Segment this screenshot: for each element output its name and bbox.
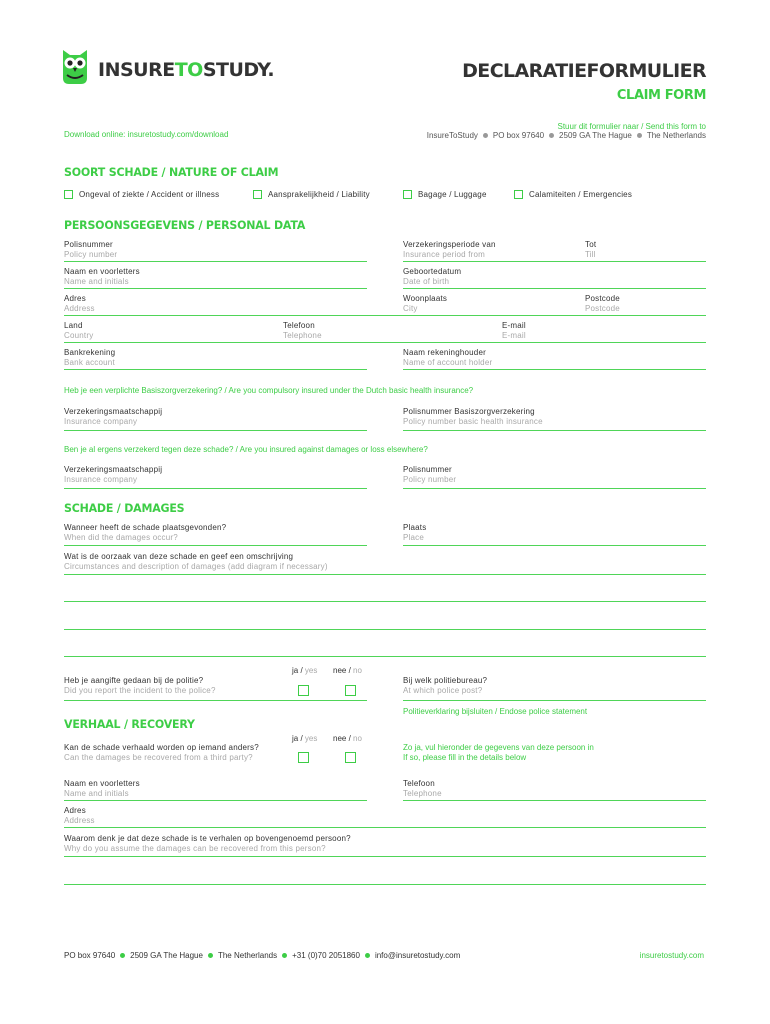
section-title-nature: SOORT SCHADE / NATURE OF CLAIM xyxy=(64,165,279,180)
field-damage-place[interactable] xyxy=(403,523,426,543)
yes-label xyxy=(292,666,317,675)
footer-phone: +31 (0)70 2051860 xyxy=(292,951,360,960)
label-nl: Bankrekening xyxy=(64,348,116,357)
label-nl: Adres xyxy=(64,294,86,303)
yes-nl: ja / xyxy=(292,666,303,675)
field-damage-date[interactable] xyxy=(64,523,226,543)
address-city: 2509 GA The Hague xyxy=(559,131,632,140)
field-underline xyxy=(64,601,706,602)
field-name[interactable] xyxy=(64,267,140,287)
label-nl: Wanneer heeft de schade plaatsgevonden? xyxy=(64,523,227,532)
yes-nl: ja / xyxy=(292,734,303,743)
label-nl: Verzekeringsperiode van xyxy=(403,240,496,249)
send-to-label: Stuur dit formulier naar / Send this form to xyxy=(557,122,706,131)
field-bank-account[interactable] xyxy=(64,348,115,368)
no-en: no xyxy=(353,666,362,675)
label-nl: Waarom denk je dat deze schade is te verhalen op bovengenoemd persoon? xyxy=(64,834,351,843)
checkbox-luggage[interactable] xyxy=(403,190,412,199)
question-insured-elsewhere: Ben je al ergens verzekerd tegen deze schade? / Are you insured against damages or loss elsewhere? xyxy=(64,445,428,454)
label-nl: Bij welk politiebureau? xyxy=(403,676,488,685)
bullet-icon xyxy=(483,133,488,138)
section-title-recovery: VERHAAL / RECOVERY xyxy=(64,717,195,732)
field-underline xyxy=(64,800,367,801)
label-nl: Telefoon xyxy=(403,779,435,788)
field-till[interactable] xyxy=(585,240,596,260)
field-underline xyxy=(403,700,706,701)
footer-site-link[interactable]: insuretostudy.com xyxy=(639,951,704,960)
bullet-icon xyxy=(637,133,642,138)
footer-email[interactable]: info@insuretostudy.com xyxy=(374,951,461,960)
brand-logo xyxy=(98,59,274,81)
no-nl: nee / xyxy=(333,734,351,743)
field-underline xyxy=(64,656,706,657)
field-telephone[interactable] xyxy=(283,321,322,341)
label-en: Name and initials xyxy=(64,789,129,798)
brand-study: STUDY xyxy=(202,59,268,81)
option-accident-label: Ongeval of ziekte / Accident or illness xyxy=(79,190,220,199)
brand-to: TO xyxy=(174,59,203,81)
checkbox-recovery-no[interactable] xyxy=(345,752,356,763)
address-country: The Netherlands xyxy=(646,131,706,140)
field-police-report xyxy=(64,676,216,696)
field-underline xyxy=(64,488,367,489)
field-underline xyxy=(403,488,706,489)
checkbox-liability[interactable] xyxy=(253,190,262,199)
yes-label xyxy=(292,734,317,743)
label-nl: Geboortedatum xyxy=(403,267,462,276)
label-nl: Naam en voorletters xyxy=(64,267,140,276)
label-nl: E-mail xyxy=(502,321,526,330)
label-nl: Telefoon xyxy=(283,321,315,330)
owl-icon xyxy=(62,48,88,86)
label-nl: Kan de schade verhaald worden op iemand anders? xyxy=(64,743,259,752)
label-nl: Verzekeringsmaatschappij xyxy=(64,465,163,474)
checkbox-emergencies[interactable] xyxy=(514,190,523,199)
label-nl: Tot xyxy=(585,240,597,249)
address-box: PO box 97640 xyxy=(492,131,545,140)
label-nl: Plaats xyxy=(403,523,427,532)
label-nl: Polisnummer Basiszorgverzekering xyxy=(403,407,535,416)
field-underline xyxy=(64,884,706,885)
checkbox-police-no[interactable] xyxy=(345,685,356,696)
field-postcode[interactable] xyxy=(585,294,620,314)
label-nl: Naam en voorletters xyxy=(64,779,140,788)
label-en: Insurance period from xyxy=(403,250,486,259)
no-nl: nee / xyxy=(333,666,351,675)
field-underline xyxy=(64,342,706,343)
bullet-icon xyxy=(120,953,125,958)
section-title-damages: SCHADE / DAMAGES xyxy=(64,501,185,516)
label-en: Bank account xyxy=(64,358,115,367)
field-underline xyxy=(403,261,706,262)
no-en: no xyxy=(353,734,362,743)
header-address xyxy=(427,131,706,140)
no-label xyxy=(333,734,362,743)
label-en: Insurance company xyxy=(64,475,138,484)
field-underline xyxy=(64,629,706,630)
field-underline xyxy=(403,288,706,289)
checkbox-police-yes[interactable] xyxy=(298,685,309,696)
label-en: Address xyxy=(64,304,95,313)
field-account-holder[interactable] xyxy=(403,348,492,368)
field-address[interactable] xyxy=(64,294,95,314)
field-underline xyxy=(64,261,367,262)
field-third-party xyxy=(64,743,259,763)
label-en: Policy number xyxy=(64,250,118,259)
footer-box: PO box 97640 xyxy=(64,951,116,960)
field-insurance-company-2[interactable] xyxy=(64,465,162,485)
download-link[interactable]: Download online: insuretostudy.com/download xyxy=(64,130,229,139)
label-en: Till xyxy=(585,250,596,259)
label-nl: Polisnummer xyxy=(64,240,113,249)
label-en: Can the damages be recovered from a third party? xyxy=(64,753,253,762)
field-recovery-name[interactable] xyxy=(64,779,140,799)
field-policy-number-2[interactable] xyxy=(403,465,456,485)
label-en: Address xyxy=(64,816,95,825)
label-nl: Polisnummer xyxy=(403,465,452,474)
brand-dot: . xyxy=(267,59,275,81)
field-damage-description[interactable] xyxy=(64,552,328,572)
label-nl: Heb je aangifte gedaan bij de politie? xyxy=(64,676,204,685)
field-underline xyxy=(64,827,706,828)
label-en: Country xyxy=(64,331,94,340)
field-underline xyxy=(403,430,706,431)
label-en: Policy number xyxy=(403,475,457,484)
field-underline xyxy=(403,545,706,546)
field-underline xyxy=(64,369,367,370)
field-basic-policy-number[interactable] xyxy=(403,407,543,427)
field-city[interactable] xyxy=(403,294,447,314)
no-label xyxy=(333,666,362,675)
label-en: Policy number basic health insurance xyxy=(403,417,543,426)
label-nl: Adres xyxy=(64,806,86,815)
label-en: Place xyxy=(403,533,425,542)
brand-insure: INSURE xyxy=(98,59,175,81)
field-recovery-telephone[interactable] xyxy=(403,779,442,799)
field-underline xyxy=(403,369,706,370)
field-insurance-period[interactable] xyxy=(403,240,496,260)
field-country[interactable] xyxy=(64,321,93,341)
field-recovery-address[interactable] xyxy=(64,806,95,826)
recovery-hint xyxy=(403,743,594,763)
address-name: InsureToStudy xyxy=(426,131,478,140)
field-email[interactable] xyxy=(502,321,526,341)
label-en: Date of birth xyxy=(403,277,450,286)
field-police-post[interactable] xyxy=(403,676,487,696)
label-nl: Verzekeringsmaatschappij xyxy=(64,407,163,416)
bullet-icon xyxy=(365,953,370,958)
field-insurance-company[interactable] xyxy=(64,407,162,427)
yes-en: yes xyxy=(304,734,318,743)
field-underline xyxy=(64,700,367,701)
label-en: Name of account holder xyxy=(403,358,493,367)
field-underline xyxy=(64,430,367,431)
label-en: Telephone xyxy=(283,331,322,340)
field-underline xyxy=(64,288,367,289)
field-birth-date[interactable] xyxy=(403,267,461,287)
hint-nl: Zo ja, vul hieronder de gegevens van deze persoon in xyxy=(403,743,594,752)
bullet-icon xyxy=(208,953,213,958)
checkbox-accident[interactable] xyxy=(64,190,73,199)
footer-country: The Netherlands xyxy=(217,951,278,960)
label-en: Insurance company xyxy=(64,417,138,426)
bullet-icon xyxy=(549,133,554,138)
label-nl: Postcode xyxy=(585,294,620,303)
field-underline xyxy=(64,315,706,316)
label-en: City xyxy=(403,304,418,313)
field-underline xyxy=(64,856,706,857)
label-en: At which police post? xyxy=(403,686,483,695)
page-title: DECLARATIEFORMULIER xyxy=(462,60,706,82)
field-underline xyxy=(64,574,706,575)
option-liability-label: Aansprakelijkheid / Liability xyxy=(268,190,370,199)
field-underline xyxy=(403,800,706,801)
label-en: When did the damages occur? xyxy=(64,533,178,542)
field-policy-number[interactable] xyxy=(64,240,117,260)
page-subtitle: CLAIM FORM xyxy=(616,88,706,103)
option-luggage-label: Bagage / Luggage xyxy=(418,190,487,199)
label-en: Telephone xyxy=(403,789,442,798)
bullet-icon xyxy=(282,953,287,958)
label-en: Name and initials xyxy=(64,277,129,286)
option-emergencies-label: Calamiteiten / Emergencies xyxy=(529,190,633,199)
section-title-personal: PERSOONSGEGEVENS / PERSONAL DATA xyxy=(64,218,306,233)
label-en: Postcode xyxy=(585,304,620,313)
field-recovery-reason[interactable] xyxy=(64,834,351,854)
footer-contact xyxy=(64,951,460,960)
enclose-police-note: Politieverklaring bijsluiten / Endose police statement xyxy=(403,707,588,716)
label-nl: Wat is de oorzaak van deze schade en geef een omschrijving xyxy=(64,552,294,561)
label-en: Why do you assume the damages can be recovered from this person? xyxy=(64,844,326,853)
field-underline xyxy=(64,545,367,546)
footer-city: 2509 GA The Hague xyxy=(130,951,203,960)
hint-en: If so, please fill in the details below xyxy=(403,753,527,762)
label-nl: Woonplaats xyxy=(403,294,448,303)
label-en: E-mail xyxy=(502,331,526,340)
question-basic-insurance: Heb je een verplichte Basiszorgverzekering? / Are you compulsory insured under the Dutch basic health insurance? xyxy=(64,386,474,395)
label-en: Circumstances and description of damages (add diagram if necessary) xyxy=(64,562,328,571)
label-en: Did you report the incident to the police? xyxy=(64,686,216,695)
checkbox-recovery-yes[interactable] xyxy=(298,752,309,763)
label-nl: Land xyxy=(64,321,83,330)
yes-en: yes xyxy=(304,666,318,675)
label-nl: Naam rekeninghouder xyxy=(403,348,486,357)
